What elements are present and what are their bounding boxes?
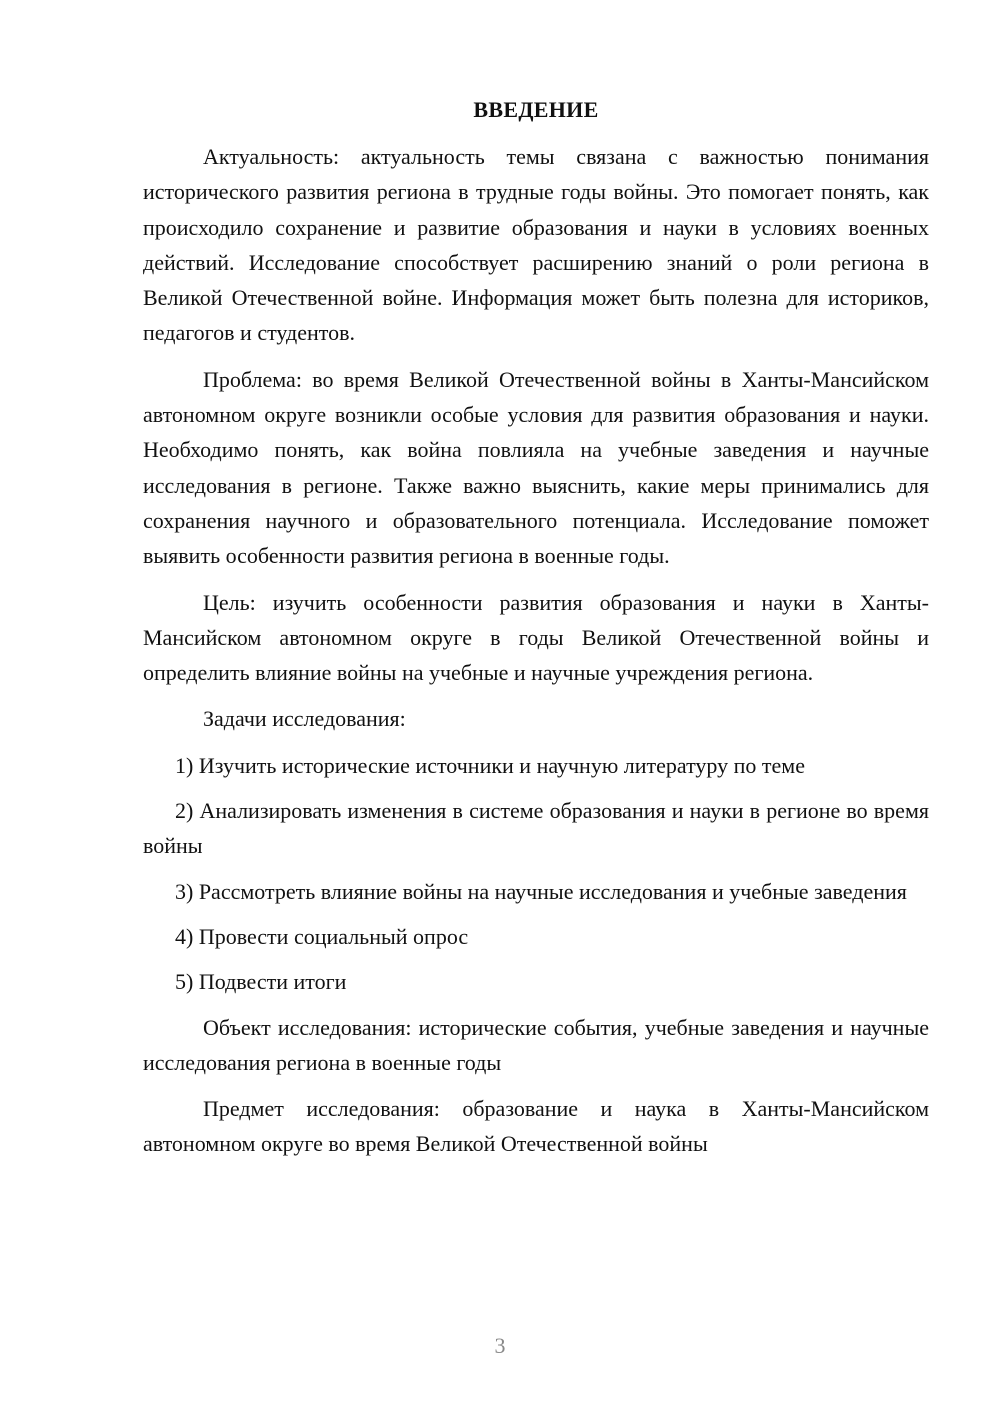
page-title: ВВЕДЕНИЕ — [473, 97, 599, 122]
tasks-list — [143, 748, 929, 1000]
list-item: 1) Изучить исторические источники и научную литературу по теме — [175, 752, 805, 778]
tasks-heading: Задачи исследования: — [203, 706, 406, 732]
page-number: 3 — [494, 1333, 506, 1358]
paragraph-object: Объект исследования: исторические события, учебные заведения и научные исследования региона в военные годы — [143, 1014, 929, 1075]
paragraph-subject: Предмет исследования: образование и наука в Ханты-Мансийском автономном округе во время Великой Отечественной войны — [143, 1096, 929, 1157]
list-item: 5) Подвести итоги — [175, 969, 347, 995]
list-item: 2) Анализировать изменения в системе образования и науки в регионе во время войны — [143, 798, 929, 859]
paragraph-problem: Проблема: во время Великой Отечественной войны в Ханты-Мансийском автономном округе возникли особые условия для развития образования и науки. Необходимо понять, как война повлияла на учебные заведения и научные исследования в регионе. Также важно выяснить, какие меры принимались для сохранения научного и образовательного потенциала. Исследование поможет выявить особенности развития региона в военные годы. — [143, 366, 929, 569]
document-page — [143, 95, 929, 1173]
paragraph-relevance: Актуальность: актуальность темы связана с важностью понимания исторического развития региона в трудные годы войны. Это помогает понять, как происходило сохранение и развитие образования и науки в условиях военных действий. Исследование способствует расширению знаний о роли региона в Великой Отечественной войне. Информация может быть полезна для историков, педагогов и студентов. — [143, 144, 929, 346]
list-item: 4) Провести социальный опрос — [175, 923, 469, 949]
list-item: 3) Рассмотреть влияние войны на научные исследования и учебные заведения — [175, 878, 907, 904]
paragraph-goal: Цель: изучить особенности развития образования и науки в Ханты-Мансийском автономном округе в годы Великой Отечественной войны и определить влияние войны на учебные и научные учреждения региона. — [143, 589, 929, 686]
